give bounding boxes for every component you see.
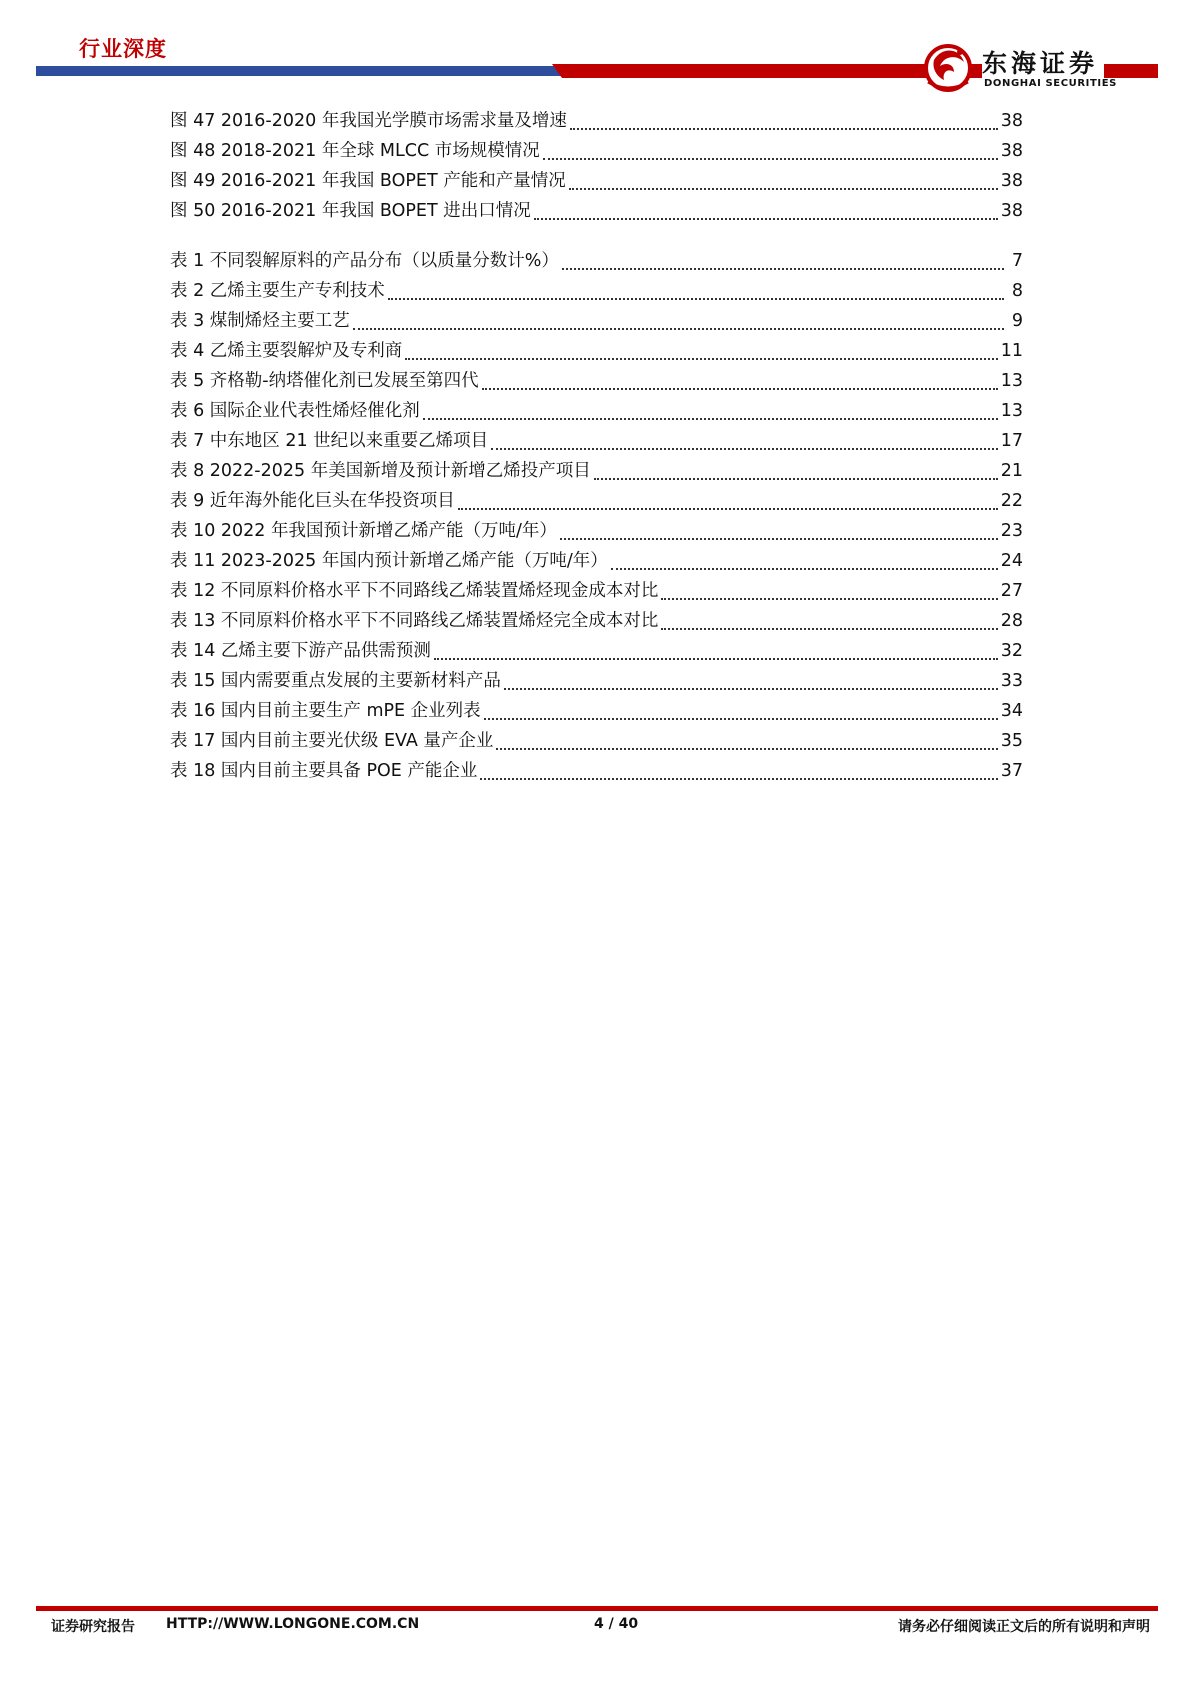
toc-entry[interactable]: 图 48 2018-2021 年全球 MLCC 市场规模情况 38 — [170, 141, 1023, 161]
toc-entry[interactable]: 表 2 乙烯主要生产专利技术 8 — [170, 281, 1023, 301]
toc-entry[interactable]: 表 7 中东地区 21 世纪以来重要乙烯项目 17 — [170, 431, 1023, 451]
toc-entry[interactable]: 表 8 2022-2025 年美国新增及预计新增乙烯投产项目 21 — [170, 461, 1023, 481]
footer-page-number: 4 / 40 — [594, 1616, 639, 1632]
toc-entry[interactable]: 表 4 乙烯主要裂解炉及专利商 11 — [170, 341, 1023, 361]
toc-entry[interactable]: 图 50 2016-2021 年我国 BOPET 进出口情况 38 — [170, 201, 1023, 221]
section-label: 行业深度 — [79, 37, 167, 61]
toc-entry[interactable]: 表 17 国内目前主要光伏级 EVA 量产企业 35 — [170, 731, 1023, 751]
footer-disclaimer: 请务必仔细阅读正文后的所有说明和声明 — [898, 1619, 1150, 1635]
toc-entry[interactable]: 表 10 2022 年我国预计新增乙烯产能（万吨/年） 23 — [170, 521, 1023, 541]
toc-entry[interactable]: 表 16 国内目前主要生产 mPE 企业列表 34 — [170, 701, 1023, 721]
toc-entry[interactable]: 表 15 国内需要重点发展的主要新材料产品 33 — [170, 671, 1023, 691]
toc-entry[interactable]: 表 1 不同裂解原料的产品分布（以质量分数计%） 7 — [170, 251, 1023, 271]
toc-entry[interactable]: 表 6 国际企业代表性烯烃催化剂 13 — [170, 401, 1023, 421]
brand-name-cn: 东海证券 — [982, 44, 1104, 80]
toc-entry[interactable]: 图 47 2016-2020 年我国光学膜市场需求量及增速 38 — [170, 111, 1023, 131]
toc-entry[interactable]: 图 49 2016-2021 年我国 BOPET 产能和产量情况 38 — [170, 171, 1023, 191]
footer-report-type: 证券研究报告 — [51, 1619, 135, 1635]
footer-divider — [36, 1606, 1158, 1611]
toc-entry[interactable]: 表 18 国内目前主要具备 POE 产能企业 37 — [170, 761, 1023, 781]
toc-entry[interactable]: 表 14 乙烯主要下游产品供需预测 32 — [170, 641, 1023, 661]
toc-entry[interactable]: 表 13 不同原料价格水平下不同路线乙烯装置烯烃完全成本对比 28 — [170, 611, 1023, 631]
brand-name-en: DONGHAI SECURITIES — [984, 78, 1121, 89]
footer-url-link[interactable]: HTTP://WWW.LONGONE.COM.CN — [166, 1616, 420, 1632]
table-list — [170, 247, 1023, 787]
toc-entry[interactable]: 表 11 2023-2025 年国内预计新增乙烯产能（万吨/年） 24 — [170, 551, 1023, 571]
toc-entry[interactable]: 表 3 煤制烯烃主要工艺 9 — [170, 311, 1023, 331]
brand-logo — [920, 38, 1150, 100]
toc-entry[interactable]: 表 12 不同原料价格水平下不同路线乙烯装置烯烃现金成本对比 27 — [170, 581, 1023, 601]
toc-entry[interactable]: 表 5 齐格勒-纳塔催化剂已发展至第四代 13 — [170, 371, 1023, 391]
dragon-emblem-icon — [920, 38, 976, 98]
figure-list — [170, 107, 1023, 227]
toc-entry[interactable]: 表 9 近年海外能化巨头在华投资项目 22 — [170, 491, 1023, 511]
